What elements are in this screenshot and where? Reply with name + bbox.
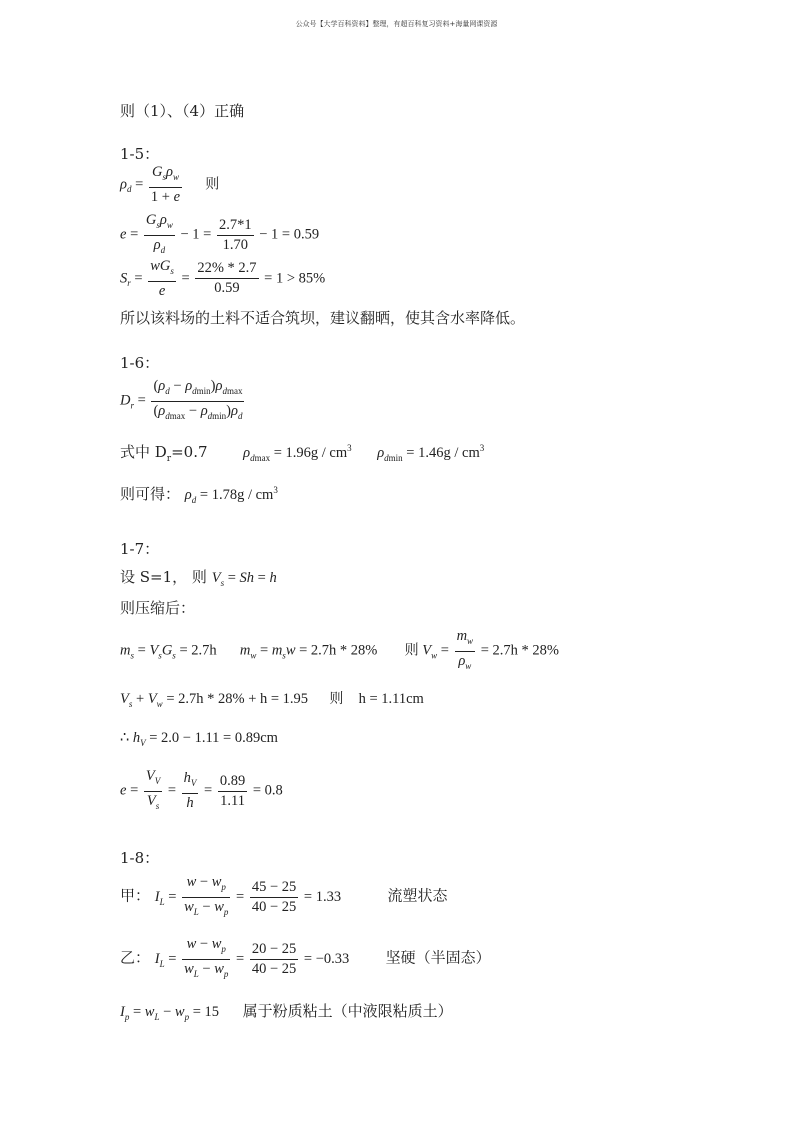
eq5-value: = 2.0 − 1.11 = 0.89cm — [149, 730, 278, 746]
given-sub: r — [166, 454, 172, 464]
dmin-value: = 1.46g / cm — [406, 445, 480, 461]
b-label: 乙： — [120, 948, 151, 967]
a-num: 45 − 25 — [250, 879, 298, 898]
eq3-word: 则 — [404, 642, 419, 659]
eq4-result: h = 1.11cm — [358, 691, 424, 707]
given-prefix: 式中 D — [120, 443, 167, 461]
section-1-7-title: 1-7： — [120, 540, 160, 558]
section-1-5-title: 1-5： — [120, 145, 160, 163]
intro-line: 则（1）、（4）正确 — [120, 102, 245, 120]
b-num: 20 − 25 — [250, 941, 298, 960]
eq-1-6-relative-density: $D_r$ = $\frac{(\rho_d - \rho_{dmin})\rho_{dmax}}{(\rho_{dmax} - \rho_{dmin})\rho_d}$ — [120, 378, 243, 421]
eq2-num: 2.7*1 — [217, 217, 254, 236]
eq2-den: 1.70 — [222, 236, 248, 253]
eq2-value: = 2.7h * 28% — [299, 642, 378, 659]
assume-text: 设 S=1， 则 — [120, 568, 207, 586]
eq-1-5-void-ratio: e = $\frac{G_s\rho_w}{\rho_d}$ − 1 = $\frac{2.7*1}{1.70}$ − 1 = 0.59 — [120, 212, 320, 255]
eq-1-7-void-height: ∴ $h_V = 2.0 - 1.11 = 0.89cm$ — [120, 730, 278, 748]
eq-1-8-b: 乙： $I_L$ = $\frac{w - w_p}{w_L - w_p}$ = $\frac{20 - 25}{40 - 25}$ = −0.33 坚硬（半固态） — [120, 936, 491, 979]
eq6-result: = 0.8 — [252, 782, 283, 799]
eq1-value: = 2.7h — [179, 642, 217, 659]
a-state: 流塑状态 — [387, 886, 448, 905]
eq-1-5-saturation: $S_r$ = $\frac{wG_s}{e}$ = $\frac{22\% * 2.7}{0.59}$ = 1 > 85% — [120, 258, 326, 299]
page-header: 公众号【大学百科资料】整理，有超百科复习资料+海量网课资源 — [295, 20, 498, 28]
eq3-value: = 2.7h * 28% — [480, 642, 559, 659]
result-prefix: 则可得： — [120, 485, 181, 503]
conclusion-1-5: 所以该料场的土料不适合筑坝，建议翻晒，使其含水率降低。 — [120, 309, 526, 327]
a-label: 甲： — [120, 886, 151, 905]
a-result: = 1.33 — [303, 888, 342, 905]
b-result: = −0.33 — [303, 950, 350, 967]
eq-1-7-void-ratio: e = $\frac{V_V}{V_s}$ = $\frac{h_V}{h}$ = $\frac{0.89}{1.11}$ = 0.8 — [120, 768, 283, 812]
section-1-8-title: 1-8： — [120, 849, 160, 867]
c-result: = 15 — [192, 1004, 220, 1020]
eq4-word: 则 — [329, 691, 344, 707]
eq-1-7-height: $V_s + V_w = 2.7h * 28\% + h = 1.95$ 则 h = 1.11cm — [120, 691, 424, 709]
result-value: = 1.78g / cm — [199, 487, 274, 503]
eq6-den: 1.11 — [220, 792, 245, 809]
b-state: 坚硬（半固态） — [385, 948, 491, 967]
c-state: 属于粉质粘土（中液限粘质土） — [242, 1002, 453, 1020]
eq2-result: − 1 = 0.59 — [259, 226, 320, 243]
given-value: =0.7 — [171, 443, 208, 461]
eq4-value: = 2.7h * 28% + h = 1.95 — [166, 691, 309, 707]
assume-1-7: 设 S=1， 则 $V_s = Sh = h$ — [120, 568, 277, 588]
dmax-value: = 1.96g / cm — [273, 445, 348, 461]
section-1-6-title: 1-6： — [120, 354, 160, 372]
eq3-num: 22% * 2.7 — [195, 260, 258, 279]
eq3-den: 0.59 — [214, 280, 240, 297]
eq-1-7-masses: $m_s = V_sG_s = 2.7h$ $m_w = m_sw = 2.7h * 28\%$ 则 $V_w$ = $\frac{m_w}{\rho_w}$ = 2.7h * 28% — [120, 628, 559, 671]
eq-1-5-word: 则 — [205, 176, 220, 193]
after-compression: 则压缩后： — [120, 599, 196, 617]
eq-1-8-c: $I_p = w_L - w_p = 15$ 属于粉质粘土（中液限粘质土） — [120, 1002, 453, 1022]
eq-1-5-density: $\rho_d$ = $\frac{G_s\rho_w}{1 + e}$ 则 — [120, 164, 220, 205]
result-1-6: 则可得： $\rho_d = 1.78g / cm^3$ — [120, 485, 278, 505]
b-den: 40 − 25 — [251, 960, 297, 977]
given-1-6: 式中 $D_r=0.7$ $\rho_{dmax} = 1.96g / cm^3$ $\rho_{dmin} = 1.46g / cm^3$ — [120, 443, 485, 464]
a-den: 40 − 25 — [251, 898, 297, 915]
eq6-num: 0.89 — [218, 773, 247, 792]
eq3-result: = 1 > 85% — [264, 270, 326, 287]
eq-1-8-a: 甲： $I_L$ = $\frac{w - w_p}{w_L - w_p}$ = $\frac{45 - 25}{40 - 25}$ = 1.33 流塑状态 — [120, 874, 448, 917]
